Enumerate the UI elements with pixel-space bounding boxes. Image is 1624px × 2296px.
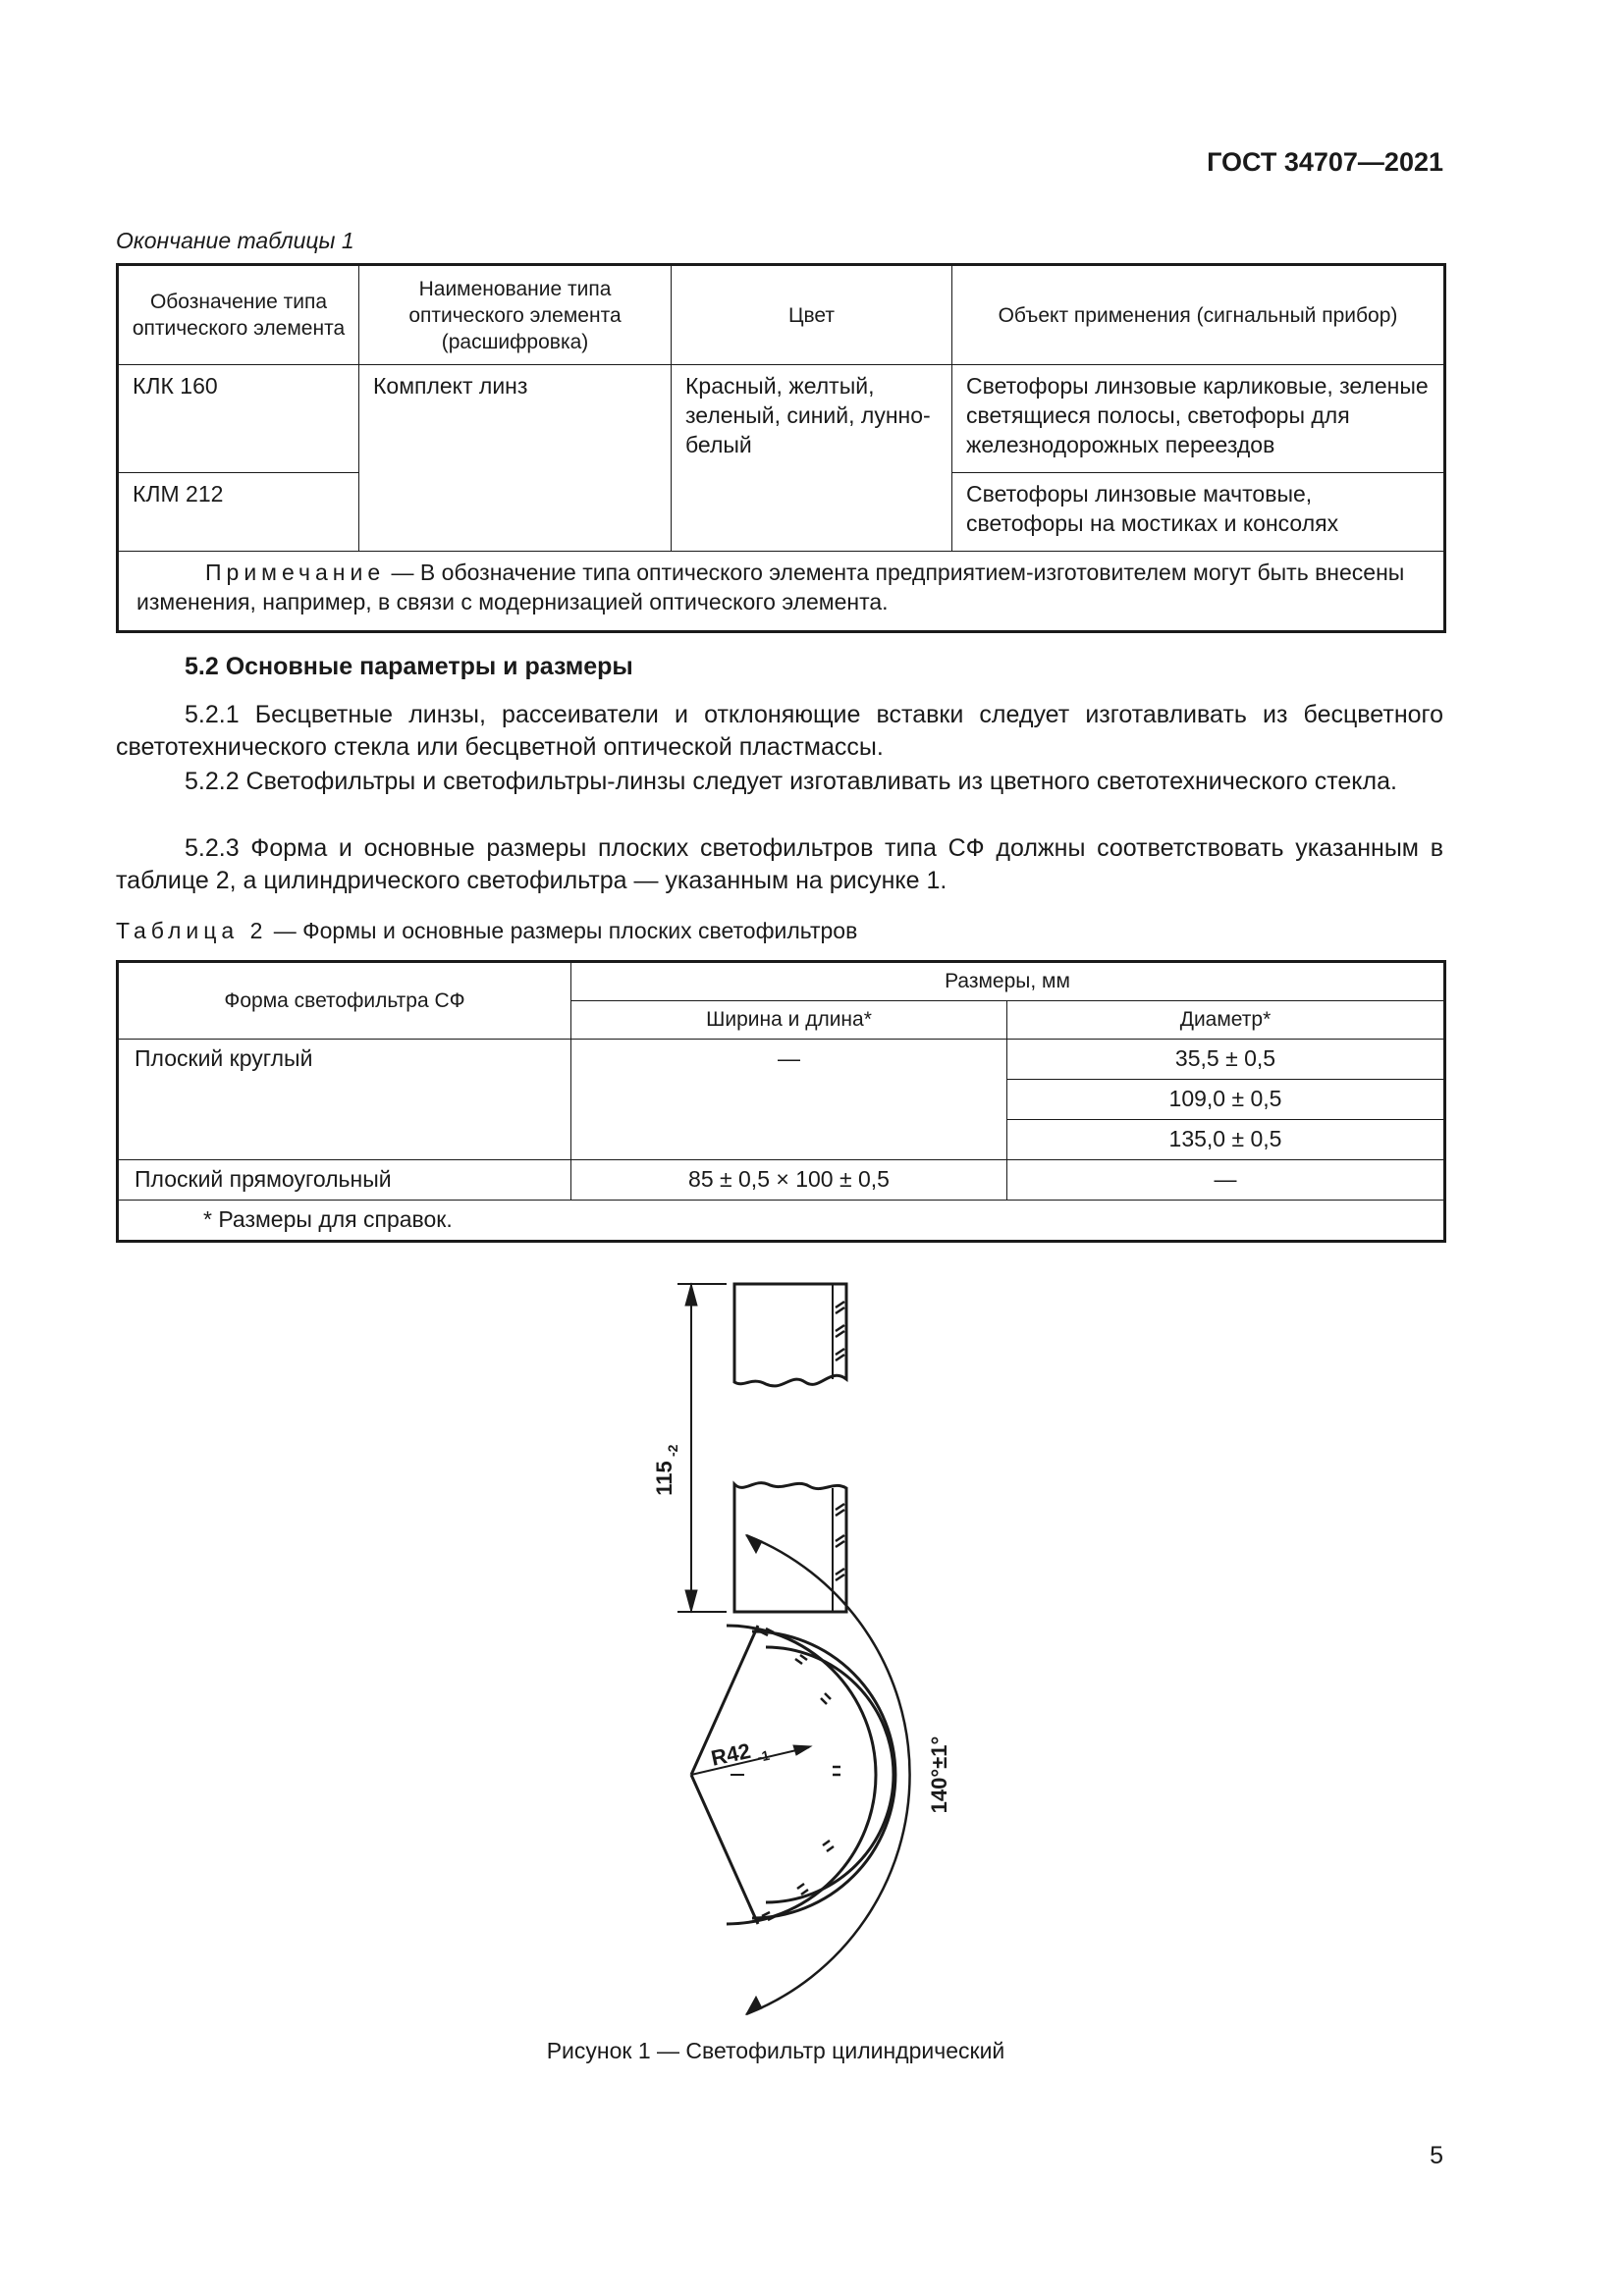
paragraph-5-2-2 [116,766,1443,798]
note-label: Примечание [205,560,386,585]
table1-cell-code: КЛК 160 [118,365,359,473]
table2-header-form: Форма светофильтра СФ [118,962,571,1040]
table2-caption-text: — Формы и основные размеры плоских светофильтров [267,918,858,943]
arrow-icon [685,1284,697,1306]
paragraph-text: 5.2.2 Светофильтры и светофильтры-линзы следует изготавливать из цветного светотехнического стекла. [185,768,1397,795]
arrow-icon [746,1997,762,2014]
table1-header-color: Цвет [672,265,952,365]
paragraph-5-2-3 [116,832,1443,897]
hatch-marks [836,1302,844,1580]
table2-caption [116,918,857,944]
page-number: 5 [1430,2142,1443,2169]
table1-note [118,552,1445,632]
table2-cell-form: Плоский прямоугольный [118,1160,571,1201]
arrow-icon [746,1535,762,1553]
table2-cell-width: — [571,1040,1007,1160]
table2-cell-diameter: 109,0 ± 0,5 [1007,1080,1445,1120]
dim-height-tolerance: -2 [665,1444,680,1457]
table1-caption: Окончание таблицы 1 [116,228,354,253]
table1-cell-color: Красный, желтый, зеленый, синий, лунно-белый [672,365,952,552]
filter-side-view [734,1284,846,1612]
table2-cell-form: Плоский круглый [118,1040,571,1160]
paragraph-text: 5.2.1 Бесцветные линзы, рассеиватели и отклоняющие вставки следует изготавливать из бесцветного светотехнического стекла или бесцветной оптической пластмассы. [116,701,1443,761]
paragraph-5-2-1 [116,699,1443,764]
table2-caption-label: Таблица 2 [116,918,268,943]
table2-header-width: Ширина и длина* [571,1001,1007,1040]
table1-cell-name: Комплект линз [359,365,672,552]
hatch-marks [760,1629,840,1920]
dim-radius-label: R42 [708,1737,753,1771]
table2-cell-width: 85 ± 0,5 × 100 ± 0,5 [571,1160,1007,1201]
figure-caption: Рисунок 1 — Светофильтр цилиндрический [546,2038,1005,2063]
table2-footnote: * Размеры для справок. [118,1201,1445,1242]
table2-cell-diameter: 35,5 ± 0,5 [1007,1040,1445,1080]
table1-header-application: Объект применения (сигнальный прибор) [952,265,1445,365]
table1-header-name: Наименование типа оптического элемента (расшифровка) [359,265,672,365]
note-text: — В обозначение типа оптического элемента предприятием-изготовителем могут быть внесены изменения, например, в связи с модернизацией оптического элемента. [136,560,1405,614]
table2-cell-diameter: — [1007,1160,1445,1201]
document-number: ГОСТ 34707—2021 [1207,147,1443,177]
section-title: 5.2 Основные параметры и размеры [185,653,633,680]
table1-cell-code: КЛМ 212 [118,473,359,552]
dim-radius-tolerance: -1 [755,1746,772,1766]
table1 [116,263,1446,633]
arrow-icon [685,1590,697,1612]
filter-top-view [691,1535,910,2014]
table2-header-sizes: Размеры, мм [571,962,1445,1001]
table2-header-diameter: Диаметр* [1007,1001,1445,1040]
table1-header-code: Обозначение типа оптического элемента [118,265,359,365]
table2 [116,960,1446,1243]
table1-cell-application: Светофоры линзовые мачтовые, светофоры на мостиках и консолях [952,473,1445,552]
dim-angle-label: 140°±1° [927,1735,951,1814]
paragraph-text: 5.2.3 Форма и основные размеры плоских светофильтров типа СФ должны соответствовать указанным в таблице 2, а цилиндрического светофильтра — указанным на рисунке 1. [116,834,1443,894]
table1-cell-application: Светофоры линзовые карликовые, зеленые светящиеся полосы, светофоры для железнодорожных переездов [952,365,1445,473]
table2-cell-diameter: 135,0 ± 0,5 [1007,1120,1445,1160]
figure-cylindrical-filter [628,1256,1041,2022]
dim-height-label: 115 [652,1461,677,1496]
height-dimension-line [677,1284,727,1612]
